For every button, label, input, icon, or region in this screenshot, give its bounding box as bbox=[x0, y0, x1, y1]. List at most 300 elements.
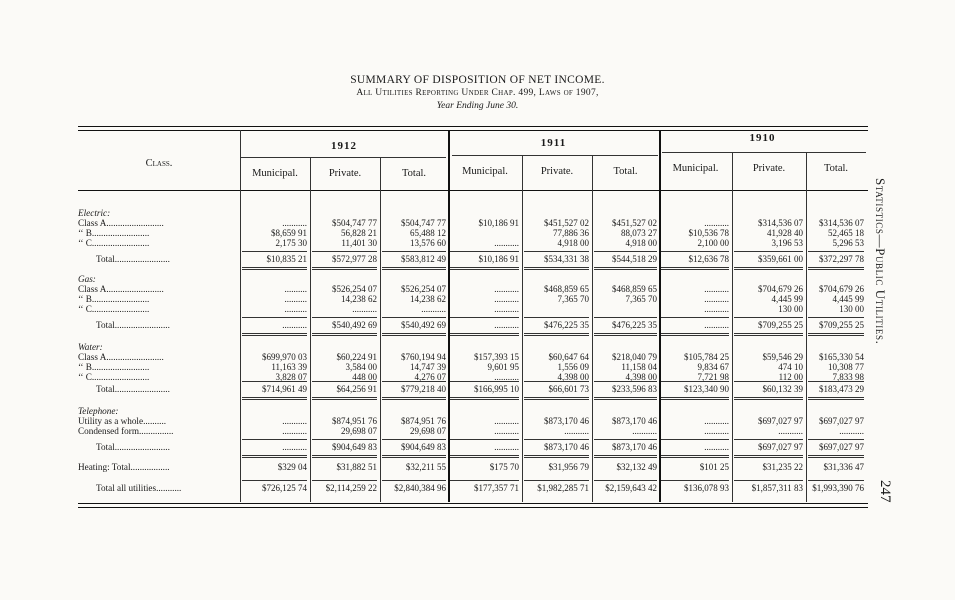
table-cell: $760,194 94 bbox=[401, 352, 446, 362]
table-cell: $699,970 03 bbox=[262, 352, 307, 362]
table-cell: $105,784 25 bbox=[684, 352, 729, 362]
sum-rule bbox=[242, 335, 307, 336]
total-label: Total........................ bbox=[96, 384, 170, 394]
table-cell: $534,331 38 bbox=[544, 254, 589, 264]
table-cell: $873,170 46 bbox=[612, 416, 657, 426]
sum-rule bbox=[312, 455, 377, 456]
sum-rule bbox=[661, 480, 729, 481]
year-underline bbox=[662, 152, 866, 153]
sum-rule bbox=[524, 480, 589, 481]
sum-rule bbox=[734, 251, 803, 252]
row-label: Class A......................... bbox=[78, 218, 164, 228]
sum-rule bbox=[242, 399, 307, 400]
sum-rule bbox=[382, 251, 446, 252]
row-label: Class A......................... bbox=[78, 352, 164, 362]
sum-rule bbox=[594, 399, 657, 400]
sum-rule bbox=[808, 251, 864, 252]
sum-rule bbox=[382, 381, 446, 382]
table-cell: $59,546 29 bbox=[762, 352, 803, 362]
sum-rule bbox=[524, 317, 589, 318]
table-cell: $233,596 83 bbox=[612, 384, 657, 394]
sum-rule bbox=[450, 381, 519, 382]
table-cell: $60,647 64 bbox=[548, 352, 589, 362]
sum-rule bbox=[661, 439, 729, 440]
sum-rule bbox=[734, 267, 803, 268]
table-cell: ........... bbox=[632, 426, 657, 436]
table-cell: $177,357 71 bbox=[474, 483, 519, 493]
sum-rule bbox=[808, 269, 864, 270]
table-cell: ........... bbox=[704, 284, 729, 294]
table-cell: ........... bbox=[704, 218, 729, 228]
table-cell: $372,297 78 bbox=[819, 254, 864, 264]
sum-rule bbox=[734, 317, 803, 318]
table-cell: ........... bbox=[352, 304, 377, 314]
subheader-private: Private. bbox=[752, 163, 786, 174]
sum-rule bbox=[382, 455, 446, 456]
sum-rule bbox=[594, 267, 657, 268]
table-cell: 56,828 21 bbox=[341, 228, 377, 238]
table-cell: $359,661 00 bbox=[758, 254, 803, 264]
year-1912: 1912 bbox=[331, 140, 357, 152]
table-cell: $468,859 65 bbox=[544, 284, 589, 294]
table-cell: $540,492 69 bbox=[401, 320, 446, 330]
table-cell: 14,747 39 bbox=[410, 362, 446, 372]
table-cell: 11,401 30 bbox=[341, 238, 377, 248]
table-cell: $873,170 46 bbox=[544, 442, 589, 452]
total-label: Total........................ bbox=[96, 320, 170, 330]
page-subtitle: All Utilities Reporting Under Chap. 499, Laws of 1907, bbox=[356, 88, 599, 98]
sum-rule bbox=[242, 251, 307, 252]
total-label: Total........................ bbox=[96, 442, 170, 452]
sum-rule bbox=[594, 480, 657, 481]
table-cell: 112 00 bbox=[778, 372, 803, 382]
table-cell: ........... bbox=[564, 426, 589, 436]
table-cell: 3,196 53 bbox=[771, 238, 803, 248]
table-cell: $314,536 07 bbox=[819, 218, 864, 228]
sum-rule bbox=[382, 267, 446, 268]
sum-rule bbox=[661, 335, 729, 336]
sum-rule bbox=[808, 455, 864, 456]
sum-rule bbox=[594, 251, 657, 252]
table-cell: $697,027 97 bbox=[758, 416, 803, 426]
table-cell: $183,473 29 bbox=[819, 384, 864, 394]
table-cell: $873,170 46 bbox=[612, 442, 657, 452]
table-cell: 10,308 77 bbox=[828, 362, 864, 372]
sum-rule bbox=[594, 333, 657, 334]
sum-rule bbox=[242, 317, 307, 318]
row-label: ‘‘ C......................... bbox=[78, 304, 150, 314]
year-1910: 1910 bbox=[749, 132, 776, 144]
table-cell: 2,175 30 bbox=[275, 238, 307, 248]
sum-rule bbox=[524, 269, 589, 270]
sum-rule bbox=[450, 439, 519, 440]
sum-rule bbox=[808, 381, 864, 382]
table-cell: $904,649 83 bbox=[332, 442, 377, 452]
sum-rule bbox=[242, 480, 307, 481]
table-cell: ........... bbox=[704, 416, 729, 426]
sum-rule bbox=[661, 333, 729, 334]
table-cell: $10,186 91 bbox=[478, 218, 519, 228]
table-cell: 11,158 04 bbox=[621, 362, 657, 372]
table-cell: $476,225 35 bbox=[544, 320, 589, 330]
table-cell: $175 70 bbox=[489, 462, 519, 472]
section-label: Gas: bbox=[78, 274, 96, 284]
table-cell: $540,492 69 bbox=[332, 320, 377, 330]
table-cell: $709,255 25 bbox=[819, 320, 864, 330]
table-cell: 130 00 bbox=[778, 304, 803, 314]
table-cell: $904,649 83 bbox=[401, 442, 446, 452]
sum-rule bbox=[382, 333, 446, 334]
table-cell: .......... bbox=[284, 284, 307, 294]
sum-rule bbox=[734, 381, 803, 382]
table-cell: 3,828 07 bbox=[275, 372, 307, 382]
sum-rule bbox=[594, 335, 657, 336]
sum-rule bbox=[808, 439, 864, 440]
header-bottom-rule bbox=[78, 190, 868, 191]
table-cell: ........... bbox=[494, 304, 519, 314]
table-cell: ........... bbox=[704, 320, 729, 330]
sum-rule bbox=[312, 480, 377, 481]
table-cell: $476,225 35 bbox=[612, 320, 657, 330]
table-cell: $123,340 90 bbox=[684, 384, 729, 394]
table-cell: $157,393 15 bbox=[474, 352, 519, 362]
table-cell: $64,256 91 bbox=[336, 384, 377, 394]
sum-rule bbox=[524, 267, 589, 268]
sum-rule bbox=[524, 251, 589, 252]
row-label: ‘‘ C......................... bbox=[78, 372, 150, 382]
table-top-rule-2 bbox=[78, 130, 868, 131]
sum-rule bbox=[524, 397, 589, 398]
sum-rule bbox=[450, 317, 519, 318]
sum-rule bbox=[312, 399, 377, 400]
table-cell: ........... bbox=[494, 426, 519, 436]
table-cell: $1,857,311 83 bbox=[751, 483, 803, 493]
table-cell: $697,027 97 bbox=[819, 442, 864, 452]
sum-rule bbox=[242, 397, 307, 398]
sum-rule bbox=[524, 333, 589, 334]
table-cell: $779,218 40 bbox=[401, 384, 446, 394]
sum-rule bbox=[524, 381, 589, 382]
table-cell: ........... bbox=[494, 320, 519, 330]
sum-rule bbox=[242, 269, 307, 270]
table-cell: ........... bbox=[494, 294, 519, 304]
sum-rule bbox=[382, 457, 446, 458]
table-cell: $60,224 91 bbox=[336, 352, 377, 362]
table-cell: $1,993,390 76 bbox=[812, 483, 864, 493]
sum-rule bbox=[312, 439, 377, 440]
sum-rule bbox=[734, 455, 803, 456]
subheader-private: Private. bbox=[540, 166, 574, 177]
sum-rule bbox=[594, 317, 657, 318]
sum-rule bbox=[594, 439, 657, 440]
table-cell: $166,995 10 bbox=[474, 384, 519, 394]
sum-rule bbox=[312, 333, 377, 334]
section-label: Electric: bbox=[78, 208, 111, 218]
sum-rule bbox=[808, 333, 864, 334]
table-cell: 7,721 98 bbox=[697, 372, 729, 382]
table-cell: $873,170 46 bbox=[544, 416, 589, 426]
table-cell: $314,536 07 bbox=[758, 218, 803, 228]
row-label: Utility as a whole.......... bbox=[78, 416, 167, 426]
sum-rule bbox=[734, 480, 803, 481]
table-cell: 3,584 00 bbox=[345, 362, 377, 372]
table-cell: $697,027 97 bbox=[819, 416, 864, 426]
table-cell: 9,601 95 bbox=[487, 362, 519, 372]
class-header: Class. bbox=[145, 158, 173, 169]
table-cell: $704,679 26 bbox=[758, 284, 803, 294]
table-cell: $874,951 76 bbox=[401, 416, 446, 426]
sum-rule bbox=[312, 457, 377, 458]
table-cell: 4,445 99 bbox=[832, 294, 864, 304]
sum-rule bbox=[734, 399, 803, 400]
row-label: ‘‘ B......................... bbox=[78, 294, 150, 304]
table-cell: $697,027 97 bbox=[758, 442, 803, 452]
table-cell: 11,163 39 bbox=[271, 362, 307, 372]
sum-rule bbox=[524, 455, 589, 456]
table-cell: 4,918 00 bbox=[625, 238, 657, 248]
sum-rule bbox=[242, 381, 307, 382]
sum-rule bbox=[312, 251, 377, 252]
table-cell: $136,078 93 bbox=[684, 483, 729, 493]
sum-rule bbox=[594, 397, 657, 398]
sum-rule bbox=[242, 333, 307, 334]
table-cell: 88,073 27 bbox=[621, 228, 657, 238]
table-cell: ........... bbox=[494, 442, 519, 452]
row-label: Condensed form............... bbox=[78, 426, 174, 436]
table-cell: $451,527 02 bbox=[544, 218, 589, 228]
table-cell: $714,961 49 bbox=[262, 384, 307, 394]
table-cell: ........... bbox=[778, 426, 803, 436]
grand-total-label: Total all utilities........... bbox=[96, 483, 182, 493]
row-label: ‘‘ B......................... bbox=[78, 362, 150, 372]
table-cell: $2,114,259 22 bbox=[325, 483, 377, 493]
table-cell: $504,747 77 bbox=[401, 218, 446, 228]
subheader-total: Total. bbox=[613, 166, 638, 177]
sum-rule bbox=[450, 480, 519, 481]
sum-rule bbox=[594, 381, 657, 382]
table-bottom-rule-2 bbox=[78, 507, 868, 508]
sum-rule bbox=[382, 399, 446, 400]
table-cell: $66,601 73 bbox=[548, 384, 589, 394]
sum-rule bbox=[594, 455, 657, 456]
sum-rule bbox=[734, 333, 803, 334]
table-cell: $504,747 77 bbox=[332, 218, 377, 228]
sum-rule bbox=[808, 480, 864, 481]
sum-rule bbox=[312, 381, 377, 382]
subheader-municipal: Municipal. bbox=[252, 168, 298, 179]
sum-rule bbox=[382, 269, 446, 270]
sum-rule bbox=[242, 439, 307, 440]
table-cell: 130 00 bbox=[839, 304, 864, 314]
table-cell: 52,465 18 bbox=[828, 228, 864, 238]
table-cell: 5,296 53 bbox=[832, 238, 864, 248]
table-cell: $31,882 51 bbox=[336, 462, 377, 472]
sum-rule bbox=[524, 457, 589, 458]
sum-rule bbox=[734, 335, 803, 336]
year-underline bbox=[452, 155, 658, 156]
table-cell: $1,982,285 71 bbox=[537, 483, 589, 493]
table-cell: $10,835 21 bbox=[266, 254, 307, 264]
sum-rule bbox=[382, 439, 446, 440]
table-cell: 7,833 98 bbox=[832, 372, 864, 382]
sum-rule bbox=[312, 269, 377, 270]
table-cell: .......... bbox=[284, 304, 307, 314]
table-cell: $60,132 39 bbox=[762, 384, 803, 394]
table-cell: $2,159,643 42 bbox=[605, 483, 657, 493]
sum-rule bbox=[312, 397, 377, 398]
subheader-municipal: Municipal. bbox=[672, 163, 719, 174]
table-cell: ........... bbox=[494, 238, 519, 248]
row-label: Class A......................... bbox=[78, 284, 164, 294]
table-cell: $451,527 02 bbox=[612, 218, 657, 228]
sum-rule bbox=[450, 267, 519, 268]
table-cell: 41,928 40 bbox=[767, 228, 803, 238]
table-cell: $2,840,384 96 bbox=[394, 483, 446, 493]
sum-rule bbox=[450, 399, 519, 400]
table-cell: ........... bbox=[704, 304, 729, 314]
sum-rule bbox=[734, 439, 803, 440]
table-top-rule bbox=[78, 126, 868, 127]
subheader-private: Private. bbox=[328, 168, 362, 179]
table-cell: 14,238 62 bbox=[341, 294, 377, 304]
table-cell: $31,956 79 bbox=[548, 462, 589, 472]
sum-rule bbox=[382, 335, 446, 336]
table-cell: 9,834 67 bbox=[697, 362, 729, 372]
year-1911: 1911 bbox=[540, 137, 567, 149]
sum-rule bbox=[450, 251, 519, 252]
sum-rule bbox=[808, 397, 864, 398]
table-cell: 4,445 99 bbox=[771, 294, 803, 304]
sum-rule bbox=[242, 457, 307, 458]
table-cell: 474 10 bbox=[778, 362, 803, 372]
sum-rule bbox=[594, 457, 657, 458]
table-cell: 7,365 70 bbox=[557, 294, 589, 304]
table-cell: 1,556 09 bbox=[557, 362, 589, 372]
table-cell: $583,812 49 bbox=[401, 254, 446, 264]
sum-rule bbox=[524, 335, 589, 336]
section-label: Telephone: bbox=[78, 406, 119, 416]
table-cell: $726,125 74 bbox=[262, 483, 307, 493]
table-cell: ........... bbox=[282, 442, 307, 452]
sum-rule bbox=[808, 457, 864, 458]
table-cell: $874,951 76 bbox=[332, 416, 377, 426]
sum-rule bbox=[808, 267, 864, 268]
sum-rule bbox=[450, 457, 519, 458]
sum-rule bbox=[594, 269, 657, 270]
table-cell: ........... bbox=[494, 372, 519, 382]
table-cell: 4,918 00 bbox=[557, 238, 589, 248]
table-cell: 65,488 12 bbox=[410, 228, 446, 238]
sum-rule bbox=[312, 335, 377, 336]
table-bottom-rule bbox=[78, 503, 868, 504]
subheader-total: Total. bbox=[823, 163, 849, 174]
table-cell: ........... bbox=[282, 320, 307, 330]
sum-rule bbox=[450, 455, 519, 456]
table-cell: $572,977 28 bbox=[332, 254, 377, 264]
sum-rule bbox=[450, 335, 519, 336]
table-cell: $218,040 79 bbox=[612, 352, 657, 362]
table-cell: ........... bbox=[494, 416, 519, 426]
sum-rule bbox=[524, 439, 589, 440]
table-cell: ........... bbox=[282, 218, 307, 228]
table-cell: 14,238 62 bbox=[410, 294, 446, 304]
table-cell: 29,698 07 bbox=[410, 426, 446, 436]
table-cell: $709,255 25 bbox=[758, 320, 803, 330]
sum-rule bbox=[661, 381, 729, 382]
sum-rule bbox=[450, 333, 519, 334]
sum-rule bbox=[734, 269, 803, 270]
page-title: SUMMARY OF DISPOSITION OF NET INCOME. bbox=[350, 74, 605, 86]
table-cell: ........... bbox=[282, 426, 307, 436]
table-cell: 4,398 00 bbox=[557, 372, 589, 382]
sum-rule bbox=[734, 397, 803, 398]
table-cell: 2,100 00 bbox=[697, 238, 729, 248]
sum-rule bbox=[734, 457, 803, 458]
sum-rule bbox=[808, 317, 864, 318]
table-cell: 7,365 70 bbox=[625, 294, 657, 304]
sum-rule bbox=[312, 317, 377, 318]
sum-rule bbox=[524, 399, 589, 400]
table-cell: 4,276 07 bbox=[414, 372, 446, 382]
sum-rule bbox=[450, 397, 519, 398]
table-cell: $101 25 bbox=[699, 462, 729, 472]
table-cell: ........... bbox=[282, 416, 307, 426]
table-cell: ........... bbox=[704, 442, 729, 452]
sum-rule bbox=[382, 317, 446, 318]
table-cell: $526,254 07 bbox=[332, 284, 377, 294]
subheader-total: Total. bbox=[401, 168, 427, 179]
table-cell: ........... bbox=[839, 426, 864, 436]
section-label: Water: bbox=[78, 342, 103, 352]
table-cell: 4,398 00 bbox=[625, 372, 657, 382]
table-cell: 77,886 36 bbox=[553, 228, 589, 238]
table-cell: $31,336 47 bbox=[823, 462, 864, 472]
table-cell: $10,186 91 bbox=[478, 254, 519, 264]
side-running-header: Statistics—Public Utilities. bbox=[873, 178, 888, 345]
period-label: Year Ending June 30. bbox=[436, 101, 519, 111]
row-label: ‘‘ C......................... bbox=[78, 238, 150, 248]
table-cell: ........... bbox=[421, 304, 446, 314]
table-cell: .......... bbox=[284, 294, 307, 304]
sum-rule bbox=[661, 457, 729, 458]
sum-rule bbox=[312, 267, 377, 268]
table-cell: $32,211 55 bbox=[405, 462, 446, 472]
table-cell: $12,636 78 bbox=[688, 254, 729, 264]
year-underline bbox=[240, 157, 446, 158]
page-number: 247 bbox=[877, 480, 893, 503]
column-rule bbox=[240, 130, 241, 502]
sum-rule bbox=[661, 317, 729, 318]
sum-rule bbox=[242, 455, 307, 456]
total-label: Total........................ bbox=[96, 254, 170, 264]
row-label: Heating: Total................. bbox=[78, 462, 170, 472]
table-cell: $10,536 78 bbox=[688, 228, 729, 238]
sum-rule bbox=[661, 455, 729, 456]
table-cell: $165,330 54 bbox=[819, 352, 864, 362]
sum-rule bbox=[382, 397, 446, 398]
table-cell: $8,659 91 bbox=[271, 228, 307, 238]
sum-rule bbox=[661, 397, 729, 398]
table-cell: $526,254 07 bbox=[401, 284, 446, 294]
sum-rule bbox=[382, 480, 446, 481]
table-cell: $544,518 29 bbox=[612, 254, 657, 264]
table-cell: $468,859 65 bbox=[612, 284, 657, 294]
sum-rule bbox=[808, 335, 864, 336]
row-label: ‘‘ B......................... bbox=[78, 228, 150, 238]
sum-rule bbox=[242, 267, 307, 268]
table-cell: 13,576 60 bbox=[410, 238, 446, 248]
table-cell: ........... bbox=[494, 284, 519, 294]
